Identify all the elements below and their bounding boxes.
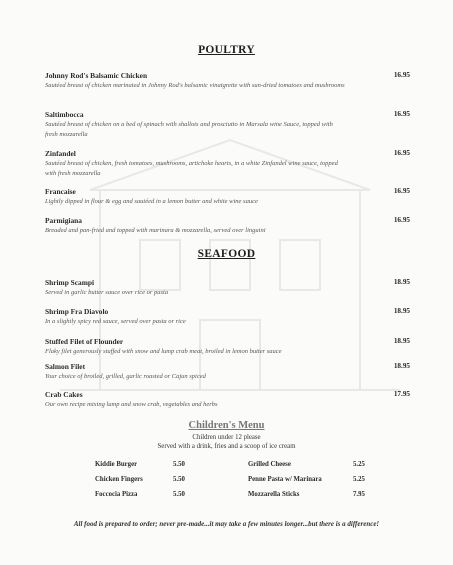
- item-description: Sautéed breast of chicken on a bed of spinach with shallots and prosciutto in Marsala wine Sauce, topped with fresh mozzarella: [45, 121, 333, 138]
- item-price: 18.95: [393, 307, 410, 315]
- item-price: 16.95: [393, 187, 410, 195]
- menu-item: [45, 390, 410, 410]
- item-description: Sautéed breast of chicken marinated in Johnny Rod's balsamic vinaigrette with sun-dried tomatoes and mushrooms: [45, 82, 345, 89]
- menu-item: [45, 362, 410, 382]
- kids-item-name: Kiddie Burger: [95, 461, 138, 468]
- kids-item-price: 7.95: [353, 491, 365, 498]
- menu-item: [45, 187, 410, 207]
- menu-item: [45, 216, 410, 236]
- poultry-section-title: POULTRY: [198, 44, 255, 56]
- menu-item: [45, 278, 410, 298]
- item-description: Flaky filet generously stuffed with snow and lump crab meat, broiled in lemon butter sauce: [45, 348, 282, 355]
- item-price: 18.95: [393, 337, 410, 345]
- kids-item-name: Chicken Fingers: [95, 476, 143, 483]
- item-description: Breaded and pan-fried and topped with marinara & mozzarella, served over linguini: [45, 227, 266, 234]
- kids-item-name: Grilled Cheese: [248, 461, 291, 468]
- menu-item: [45, 307, 410, 327]
- item-price: 18.95: [393, 362, 410, 370]
- item-name: Shrimp Scampi: [45, 278, 95, 287]
- item-description: In a slightly spicy red sauce, served over pasta or rice: [45, 318, 186, 325]
- childrens-menu-subtitle: Served with a drink, fries and a scoop of ice cream: [157, 443, 296, 450]
- kids-item-price: 5.25: [353, 476, 365, 483]
- seafood-section-title: SEAFOOD: [197, 248, 256, 260]
- item-price: 16.95: [393, 110, 410, 118]
- kids-item-name: Mozzarella Sticks: [248, 491, 300, 498]
- childrens-menu-subtitle: Children under 12 please: [192, 434, 261, 441]
- item-name: Stuffed Filet of Flounder: [45, 337, 124, 346]
- kids-item-price: 5.50: [173, 461, 185, 468]
- item-price: 16.95: [393, 71, 410, 79]
- item-description: Our own recipe mixing lump and snow crab, vegetables and herbs: [45, 401, 218, 408]
- item-name: Shrimp Fra Diavolo: [45, 307, 109, 316]
- item-name: Francaise: [45, 187, 76, 196]
- item-price: 18.95: [393, 278, 410, 286]
- item-name: Saltimbocca: [45, 110, 84, 119]
- item-price: 16.95: [393, 216, 410, 224]
- childrens-menu-title: Children's Menu: [188, 420, 265, 431]
- item-name: Crab Cakes: [45, 390, 83, 399]
- menu-item: [45, 110, 410, 139]
- kids-item-price: 5.25: [353, 461, 365, 468]
- item-description: Your choice of broiled, grilled, garlic roasted or Cajun spiced: [45, 373, 206, 380]
- item-description: Sautéed breast of chicken, fresh tomatoes, mushrooms, artichoke hearts, in a white Zinfandel wine sauce, topped with fresh mozzarella: [45, 160, 338, 177]
- kids-item-name: Penne Pasta w/ Marinara: [248, 476, 322, 483]
- menu-item: [45, 149, 410, 178]
- item-description: Served in garlic butter sauce over rice or pasta: [45, 289, 169, 296]
- item-name: Parmigiana: [45, 216, 82, 225]
- kids-item-name: Foccocia Pizza: [95, 491, 138, 498]
- item-price: 16.95: [393, 149, 410, 157]
- kids-item-price: 5.50: [173, 476, 185, 483]
- item-price: 17.95: [393, 390, 410, 398]
- kids-item-price: 5.50: [173, 491, 185, 498]
- menu-item: [45, 71, 410, 91]
- footer-note: All food is prepared to order; never pre-made...it may take a few minutes longer...but there is a difference!: [73, 520, 380, 528]
- item-name: Salmon Filet: [45, 362, 86, 371]
- menu-item: [45, 337, 410, 357]
- item-name: Zinfandel: [45, 149, 76, 158]
- item-description: Lightly dipped in flour & egg and sautéed in a lemon butter and white wine sauce: [45, 198, 258, 205]
- item-name: Johnny Rod's Balsamic Chicken: [45, 71, 148, 80]
